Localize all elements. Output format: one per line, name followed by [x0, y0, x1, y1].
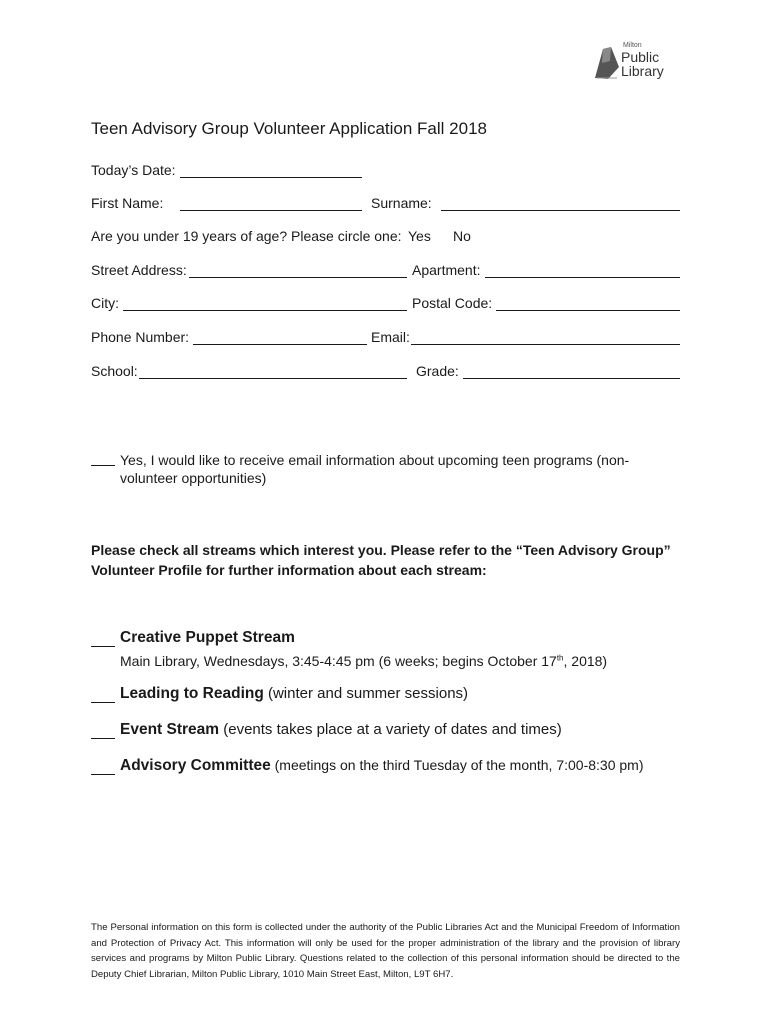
stream-description: (winter and summer sessions): [263, 685, 469, 702]
stream-advisory-committee: [120, 757, 644, 775]
logo-milton-text: Milton: [623, 42, 642, 49]
grade-field[interactable]: [463, 378, 680, 379]
stream-name: Creative Puppet Stream: [120, 629, 295, 646]
stream-name: Event Stream: [120, 721, 220, 738]
logo-library-text: Library: [621, 63, 664, 79]
email-field[interactable]: [411, 344, 680, 345]
todays-date-label: Today’s Date:: [91, 162, 176, 178]
details-text-end: , 2018): [563, 653, 608, 669]
stream-leading-to-reading: [120, 685, 468, 703]
stream-event: [120, 721, 562, 739]
form-title: Teen Advisory Group Volunteer Application Fall 2018: [91, 119, 487, 138]
first-name-label: First Name:: [91, 195, 164, 211]
street-address-label: Street Address:: [91, 262, 187, 278]
phone-number-label: Phone Number:: [91, 329, 190, 345]
todays-date-field[interactable]: [180, 177, 362, 178]
school-label: School:: [91, 363, 138, 379]
leading-to-reading-checkbox[interactable]: [91, 702, 115, 703]
milton-public-library-logo: [593, 42, 683, 82]
surname-label: Surname:: [371, 195, 432, 211]
postal-code-label: Postal Code:: [412, 295, 493, 311]
city-label: City:: [91, 295, 119, 311]
phone-number-field[interactable]: [193, 344, 367, 345]
surname-field[interactable]: [441, 210, 680, 211]
age-yes-option[interactable]: Yes: [408, 228, 431, 244]
logo-public-text: Public: [621, 49, 660, 65]
city-field[interactable]: [123, 310, 407, 311]
privacy-notice: The Personal information on this form is collected under the authority of the Public Libraries Act and the Municipal Freedom of Information and Protection of Privacy Act. This information will only be used for the proper administration of the library and the provision of library services and programs by Milton Public Library. Questions related to the collection of this personal information should be directed to the Deputy Chief Librarian, Milton Public Library, 1010 Main Street East, Milton, L9T 6H7.: [91, 922, 680, 980]
streams-instructions: Please check all streams which interest you. Please refer to the “Teen Advisory Group” Volunteer Profile for further information about each stream:: [91, 542, 671, 578]
event-stream-checkbox[interactable]: [91, 738, 115, 739]
age-no-option[interactable]: No: [453, 228, 471, 244]
age-question-label: Are you under 19 years of age? Please circle one:: [91, 228, 402, 244]
stream-description: (meetings on the third Tuesday of the month, 7:00-8:30 pm): [270, 757, 644, 773]
email-label: Email:: [371, 329, 410, 345]
advisory-committee-checkbox[interactable]: [91, 774, 115, 775]
first-name-field[interactable]: [180, 210, 362, 211]
apartment-field[interactable]: [485, 277, 680, 278]
library-logo-icon: [593, 45, 621, 81]
stream-name: Advisory Committee: [120, 757, 271, 774]
street-address-field[interactable]: [189, 277, 407, 278]
creative-puppet-details: [120, 653, 607, 669]
details-superscript: th: [556, 653, 564, 663]
stream-name: Leading to Reading: [120, 685, 264, 702]
details-text: Main Library, Wednesdays, 3:45-4:45 pm (6 weeks; begins October 17: [120, 653, 557, 669]
school-field[interactable]: [139, 378, 407, 379]
grade-label: Grade:: [416, 363, 459, 379]
email-optin-checkbox[interactable]: [91, 465, 115, 466]
creative-puppet-checkbox[interactable]: [91, 646, 115, 647]
postal-code-field[interactable]: [496, 310, 680, 311]
apartment-label: Apartment:: [412, 262, 481, 278]
stream-description: (events takes place at a variety of dates and times): [219, 721, 562, 738]
email-optin-text: Yes, I would like to receive email information about upcoming teen programs (non-volunteer opportunities): [120, 452, 630, 486]
stream-creative-puppet: [120, 629, 295, 647]
